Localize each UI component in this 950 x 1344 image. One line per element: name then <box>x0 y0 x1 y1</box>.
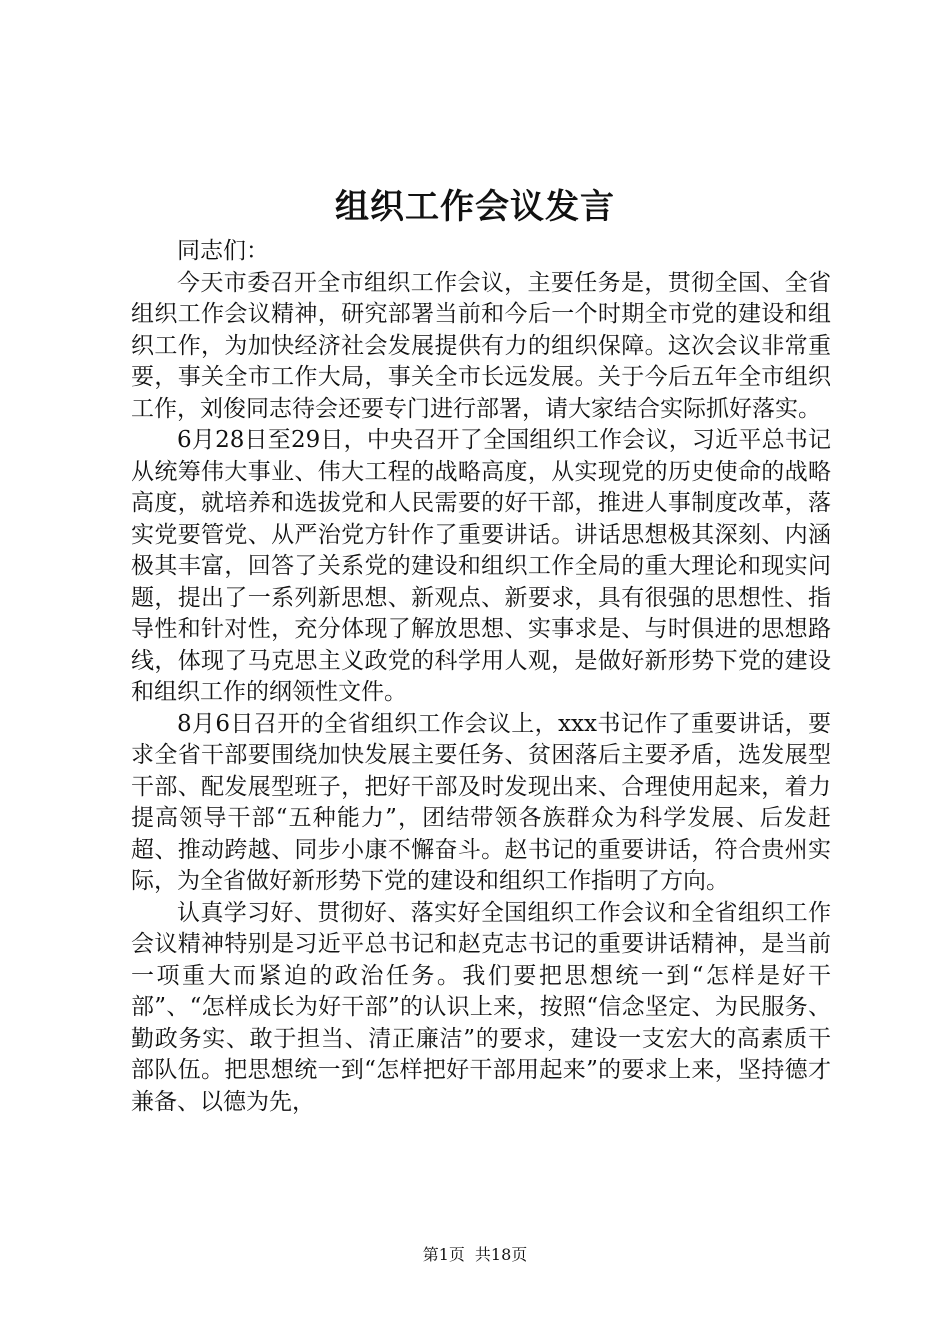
page-footer <box>0 1243 950 1267</box>
salutation: 同志们： <box>177 238 269 264</box>
document-body <box>131 236 831 1118</box>
page-number: 第1页 <box>422 1245 465 1264</box>
document-title: 组织工作会议发言 <box>335 187 615 227</box>
paragraph: 8月6日召开的全省组织工作会议上，xxx书记作了重要讲话，要求全省干部要围绕加快发展主要任务、贫困落后主要矛盾，选发展型干部、配发展型班子，把好干部及时发现出来、合理使用起来，着力提高领导干部“五种能力”，团结带领各族群众为科学发展、后发赶超、推动跨越、同步小康不懈奋斗。赵书记的重要讲话，符合贵州实际，为全省做好新形势下党的建设和组织工作指明了方向。 <box>131 710 831 894</box>
paragraph: 6月28日至29日，中央召开了全国组织工作会议，习近平总书记从统筹伟大事业、伟大工程的战略高度，从实现党的历史使命的战略高度，就培养和选拔党和人民需要的好干部，推进人事制度改革，落实党要管党、从严治党方针作了重要讲话。讲话思想极其深刻、内涵极其丰富，回答了关系党的建设和组织工作全局的重大理论和现实问题，提出了一系列新思想、新观点、新要求，具有很强的思想性、指导性和针对性，充分体现了解放思想、实事求是、与时俱进的思想路线，体现了马克思主义政党的科学用人观，是做好新形势下党的建设和组织工作的纲领性文件。 <box>131 427 831 705</box>
paragraph: 今天市委召开全市组织工作会议，主要任务是，贯彻全国、全省组织工作会议精神，研究部署当前和今后一个时期全市党的建设和组织工作，为加快经济社会发展提供有力的组织保障。这次会议非常重要，事关全市工作大局，事关全市长远发展。关于今后五年全市组织工作，刘俊同志待会还要专门进行部署，请大家结合实际抓好落实。 <box>131 269 831 422</box>
paragraph: 认真学习好、贯彻好、落实好全国组织工作会议和全省组织工作会议精神特别是习近平总书记和赵克志书记的重要讲话精神，是当前一项重大而紧迫的政治任务。我们要把思想统一到“怎样是好干部”、“怎样成长为好干部”的认识上来，按照“信念坚定、为民服务、勤政务实、敢于担当、清正廉洁”的要求，建设一支宏大的高素质干部队伍。把思想统一到“怎样把好干部用起来”的要求上来，坚持德才兼备、以德为先， <box>131 899 831 1115</box>
page-count: 共18页 <box>474 1245 528 1264</box>
